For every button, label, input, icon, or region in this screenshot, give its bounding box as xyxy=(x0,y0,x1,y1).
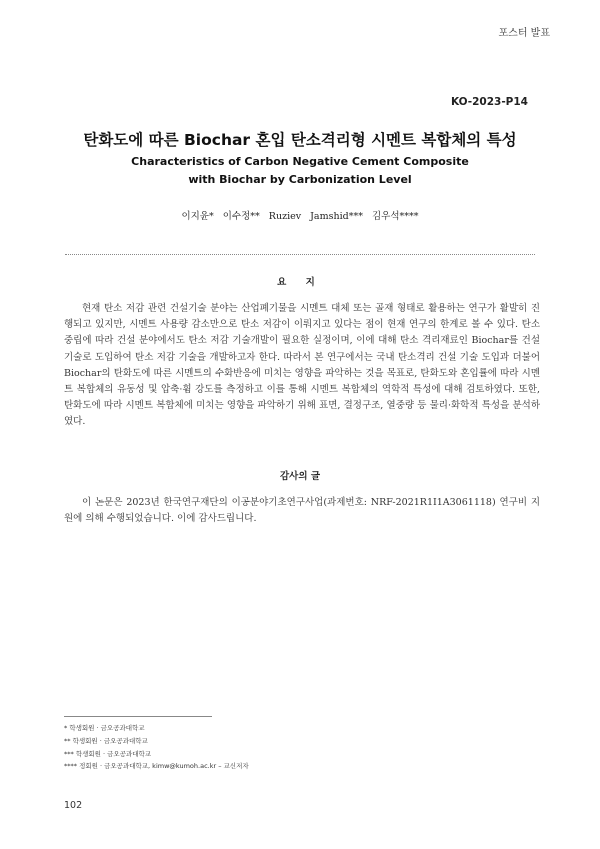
paper-title-english xyxy=(0,153,600,189)
abstract-heading: 요 지 xyxy=(277,277,323,288)
title-en-line-2: with Biochar by Carbonization Level xyxy=(188,173,412,186)
acknowledgement-heading: 감사의 글 xyxy=(279,471,320,482)
header-label: 포스터 발표 xyxy=(498,28,550,39)
footnote-item: * 학생회원 · 금오공과대학교 xyxy=(64,724,145,732)
paper-code: KO-2023-P14 xyxy=(450,96,528,108)
footnotes xyxy=(64,722,249,773)
footnote-item: *** 학생회원 · 금오공과대학교 xyxy=(64,749,152,758)
footnote-rule xyxy=(64,716,212,717)
section-divider xyxy=(65,254,535,255)
title-en-line-1: Characteristics of Carbon Negative Cement Composite xyxy=(131,155,469,168)
footnote-item: **** 정회원 · 금오공과대학교, kimw@kumoh.ac.kr – 교신저자 xyxy=(64,762,249,771)
paper-title-korean: 탄화도에 따른 Biochar 혼입 탄소격리형 시멘트 복합체의 특성 xyxy=(83,131,517,149)
acknowledgement-body: 이 논문은 2023년 한국연구재단의 이공분야기초연구사업(과제번호: NRF-2021R1I1A3061118) 연구비 지원에 의해 수행되었습니다. 이에 감사드립니다. xyxy=(64,497,540,525)
footnote-item: ** 학생회원 · 금오공과대학교 xyxy=(64,736,148,745)
abstract-body: 현재 탄소 저감 관련 건설기술 분야는 산업폐기물을 시멘트 대체 또는 골재 형태로 활용하는 연구가 활발히 진행되고 있지만, 시멘트 사용량 감소만으로 탄소 저감이 이뤄지고 있다는 점이 현재 연구의 한계로 볼 수 있다. 탄소 중립에 따라 건설 분야에서도 탄소 저감 기술개발이 필요한 실정이며, 이에 대해 탄소 격리재료인 Biochar를 건설기술로 도입하여 탄소 저감 기술을 개발하고자 한다. 따라서 본 연구에서는 국내 탄소격리 건설 기술 도입과 더불어 Biochar의 탄화도에 따른 시멘트의 수화반응에 미치는 영향을 파악하는 것을 목표로, 탄화도와 혼입률에 따라 시멘트 복합체의 유동성 및 압축·휨 강도를 측정하고 이를 통해 시멘트 복합체의 역학적 특성에 대해 검토하였다. 또한, 탄화도에 따라 시멘트 복합체에 미치는 영향을 파악하기 위해 표면, 결정구조, 열중량 등 물리·화학적 특성을 분석하였다. xyxy=(64,303,540,428)
author-list: 이지윤* 이수정** Ruziev Jamshid*** 김우석**** xyxy=(181,211,419,222)
page-number: 102 xyxy=(64,800,83,811)
